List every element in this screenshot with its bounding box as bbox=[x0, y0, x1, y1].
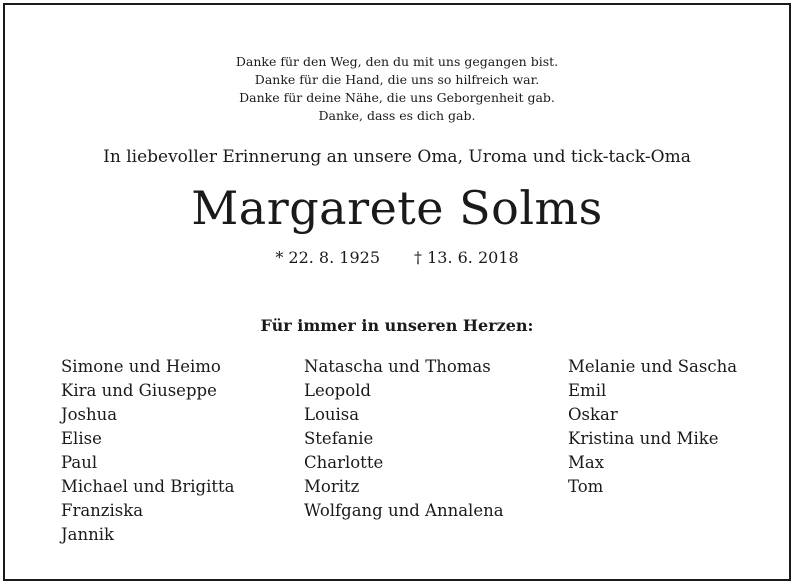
mourner-name: Moritz bbox=[304, 477, 360, 496]
mourners-column-3 bbox=[568, 355, 737, 499]
mourner-name: Natascha und Thomas bbox=[304, 357, 491, 376]
death-date: † 13. 6. 2018 bbox=[414, 248, 519, 267]
mourners-heading: Für immer in unseren Herzen: bbox=[260, 316, 534, 335]
mourner-name: Louisa bbox=[304, 405, 360, 424]
deceased-name: Margarete Solms bbox=[191, 181, 603, 235]
life-dates bbox=[5, 248, 789, 267]
obituary-card bbox=[3, 3, 791, 581]
mourner-name: Oskar bbox=[568, 405, 618, 424]
mourner-name: Melanie und Sascha bbox=[568, 357, 738, 376]
mourner-name: Leopold bbox=[304, 381, 371, 400]
mourners-column-1 bbox=[61, 355, 234, 547]
mourner-name: Charlotte bbox=[304, 453, 384, 472]
poem bbox=[5, 53, 789, 125]
mourners-column-2 bbox=[304, 355, 504, 523]
poem-line: Danke, dass es dich gab. bbox=[318, 108, 476, 123]
mourner-name: Elise bbox=[61, 429, 102, 448]
mourner-name: Simone und Heimo bbox=[61, 357, 221, 376]
poem-line: Danke für die Hand, die uns so hilfreich war. bbox=[254, 72, 540, 87]
intro-text: In liebevoller Erinnerung an unsere Oma, Uroma und tick-tack-Oma bbox=[103, 147, 691, 167]
mourner-name: Tom bbox=[568, 477, 604, 496]
poem-line: Danke für deine Nähe, die uns Geborgenheit gab. bbox=[239, 90, 555, 105]
birth-date: * 22. 8. 1925 bbox=[275, 248, 380, 267]
mourner-name: Paul bbox=[61, 453, 98, 472]
poem-line: Danke für den Weg, den du mit uns gegangen bist. bbox=[235, 54, 559, 69]
mourner-name: Max bbox=[568, 453, 605, 472]
mourner-name: Wolfgang und Annalena bbox=[304, 501, 504, 520]
mourner-name: Jannik bbox=[61, 525, 114, 544]
mourner-name: Kira und Giuseppe bbox=[61, 381, 217, 400]
mourner-name: Emil bbox=[568, 381, 607, 400]
mourner-name: Kristina und Mike bbox=[568, 429, 719, 448]
mourner-name: Franziska bbox=[61, 501, 144, 520]
mourner-name: Michael und Brigitta bbox=[61, 477, 235, 496]
mourner-name: Stefanie bbox=[304, 429, 374, 448]
mourner-name: Joshua bbox=[61, 405, 118, 424]
